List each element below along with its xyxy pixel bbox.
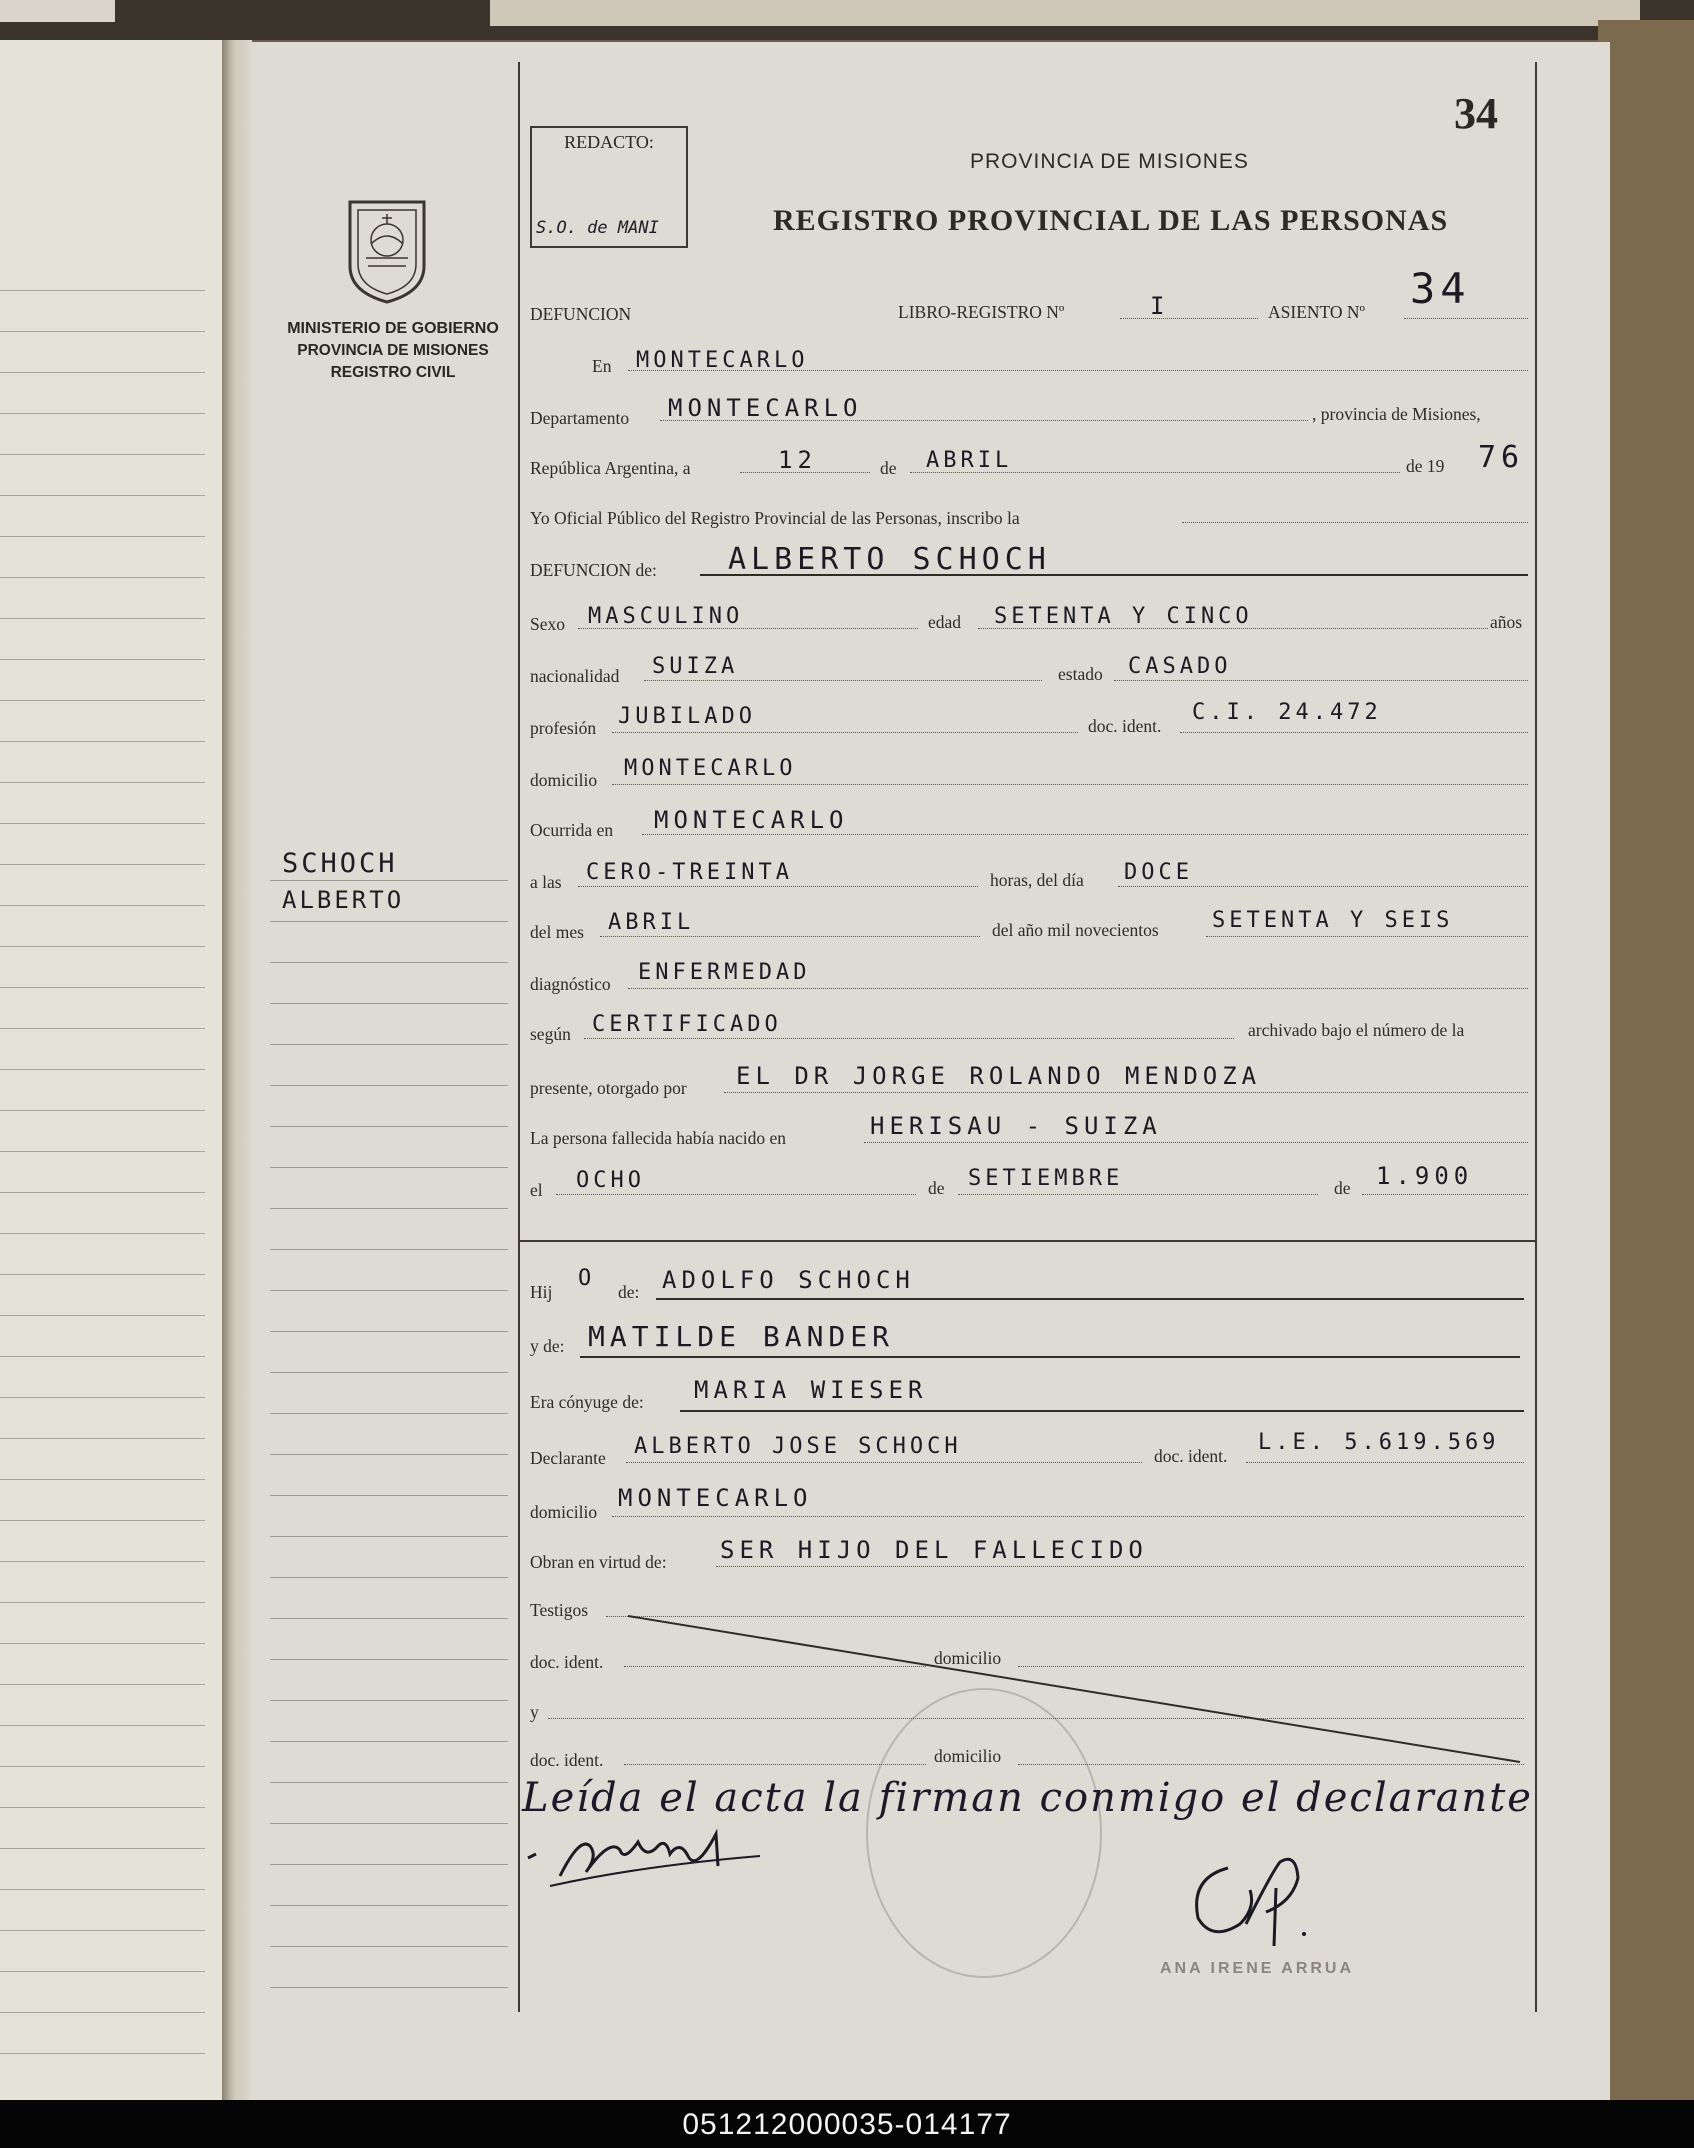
el-value: OCHO xyxy=(576,1168,645,1193)
hijo-de-label: de: xyxy=(618,1282,640,1302)
doc-ident-value: C.I. 24.472 xyxy=(1192,700,1382,725)
provincia-label: , provincia de Misiones, xyxy=(1312,404,1481,424)
oficial-line xyxy=(1182,522,1528,523)
margin-ruled-line xyxy=(270,1823,508,1824)
ocurrida-label: Ocurrida en xyxy=(530,820,614,840)
margin-ruled-line xyxy=(270,1331,508,1332)
ruled-line xyxy=(0,577,205,578)
official-stamp xyxy=(866,1688,1102,1978)
ruled-line xyxy=(0,1479,205,1480)
margin-ruled-line xyxy=(270,1618,508,1619)
archivado-label: archivado bajo el número de la xyxy=(1248,1020,1465,1040)
presente-label: presente, otorgado por xyxy=(530,1078,687,1098)
domicilio-line xyxy=(612,784,1528,785)
hijo-suffix: O xyxy=(578,1266,596,1291)
alas-label: a las xyxy=(530,872,562,892)
yde-label: y de: xyxy=(530,1336,565,1356)
previous-page-edge xyxy=(0,0,115,22)
nacionalidad-line xyxy=(644,680,1042,681)
ruled-line xyxy=(0,536,205,537)
en-label: En xyxy=(592,356,612,376)
presente-value: EL DR JORGE ROLANDO MENDOZA xyxy=(736,1062,1262,1090)
de2-label: de xyxy=(928,1178,945,1198)
domicilio2-label: domicilio xyxy=(530,1502,598,1522)
edad-label: edad xyxy=(928,612,962,632)
margin-ruled-line xyxy=(270,1454,508,1455)
ruled-line xyxy=(0,1643,205,1644)
book-spine xyxy=(222,40,252,2100)
segun-value: CERTIFICADO xyxy=(592,1012,782,1037)
sexo-value: MASCULINO xyxy=(588,604,744,629)
de-label: de xyxy=(880,458,897,478)
ruled-line xyxy=(0,659,205,660)
ministry-heading xyxy=(268,318,518,384)
ruled-line xyxy=(0,864,205,865)
margin-ruled-line xyxy=(270,1536,508,1537)
conyuge-line xyxy=(680,1410,1524,1412)
ruled-line xyxy=(0,1356,205,1357)
domicilio-label: domicilio xyxy=(530,770,598,790)
margin-ruled-line xyxy=(270,1126,508,1127)
ruled-line xyxy=(0,331,205,332)
profesion-line xyxy=(612,732,1078,733)
delano-line xyxy=(1206,936,1528,937)
domicilio3-label: domicilio xyxy=(934,1648,1002,1668)
alas-value: CERO-TREINTA xyxy=(586,860,793,885)
margin-ruled-line xyxy=(270,962,508,963)
en-value: MONTECARLO xyxy=(636,348,809,373)
margin-ruled-line xyxy=(270,880,508,881)
nacido-value: HERISAU - SUIZA xyxy=(870,1112,1162,1140)
margin-ruled-line xyxy=(270,1290,508,1291)
ruled-line xyxy=(0,372,205,373)
obran-value: SER HIJO DEL FALLECIDO xyxy=(720,1536,1148,1564)
ruled-line xyxy=(0,1274,205,1275)
ruled-line xyxy=(0,1315,205,1316)
ruled-line xyxy=(0,495,205,496)
ruled-line xyxy=(0,1110,205,1111)
doc-ident2-label: doc. ident. xyxy=(1154,1446,1228,1466)
closing-statement: Leída el acta la firman conmigo el declarante xyxy=(522,1775,1533,1821)
ocurrida-value: MONTECARLO xyxy=(654,806,849,834)
margin-ruled-line xyxy=(270,1249,508,1250)
ministry-line3: REGISTRO CIVIL xyxy=(330,364,456,381)
ruled-line xyxy=(0,987,205,988)
conyuge-label: Era cónyuge de: xyxy=(530,1392,644,1412)
margin-ruled-line xyxy=(270,1946,508,1947)
domicilio2-value: MONTECARLO xyxy=(618,1484,813,1512)
margin-ruled-line xyxy=(270,921,508,922)
diagnostico-value: ENFERMEDAD xyxy=(638,960,811,985)
ministry-line1: MINISTERIO DE GOBIERNO xyxy=(287,320,499,337)
ministry-line2: PROVINCIA DE MISIONES xyxy=(297,342,489,359)
ruled-line xyxy=(0,1725,205,1726)
alas-line xyxy=(578,886,978,887)
dia-texto-value: DOCE xyxy=(1124,860,1193,885)
ruled-line xyxy=(0,2053,205,2054)
margin-ruled-line xyxy=(270,1085,508,1086)
madre-value: MATILDE BANDER xyxy=(588,1320,895,1353)
ruled-line xyxy=(0,1397,205,1398)
ruled-line xyxy=(0,1971,205,1972)
delmes-line xyxy=(600,936,980,937)
nacionalidad-value: SUIZA xyxy=(652,654,739,679)
de3-label: de xyxy=(1334,1178,1351,1198)
margin-ruled-line xyxy=(270,1413,508,1414)
padre-value: ADOLFO SCHOCH xyxy=(662,1266,915,1294)
page-top-edge xyxy=(490,0,1640,26)
mes-value: ABRIL xyxy=(926,448,1013,473)
doc-ident-label: doc. ident. xyxy=(1088,716,1162,736)
horas-label: horas, del día xyxy=(990,870,1084,890)
margin-ruled-line xyxy=(270,1782,508,1783)
margin-surname: SCHOCH xyxy=(282,848,398,879)
ruled-line xyxy=(0,454,205,455)
ruled-line xyxy=(0,1766,205,1767)
defuncion-de-label: DEFUNCION de: xyxy=(530,560,657,580)
margin-ruled-line xyxy=(270,1003,508,1004)
ruled-line xyxy=(0,823,205,824)
doc-ident-line xyxy=(1180,732,1528,733)
anio-nac-line xyxy=(1362,1194,1528,1195)
nacido-label: La persona fallecida había nacido en xyxy=(530,1128,787,1148)
hijo-label: Hij xyxy=(530,1282,553,1302)
segun-line xyxy=(584,1038,1234,1039)
delano-label: del año mil novecientos xyxy=(992,920,1159,940)
margin-ruled-line xyxy=(270,1987,508,1988)
margin-ruled-line xyxy=(270,1044,508,1045)
domicilio-value: MONTECARLO xyxy=(624,756,797,781)
domicilio4-label: domicilio xyxy=(934,1746,1002,1766)
ruled-line xyxy=(0,700,205,701)
declarant-signature-icon xyxy=(520,1816,780,1896)
testigos-label: Testigos xyxy=(530,1600,589,1620)
sexo-label: Sexo xyxy=(530,614,565,634)
redacto-box xyxy=(530,126,688,248)
margin-ruled-line xyxy=(270,1208,508,1209)
ruled-line xyxy=(0,905,205,906)
ruled-line xyxy=(0,2012,205,2013)
domicilio2-line xyxy=(612,1516,1524,1517)
ruled-line xyxy=(0,1848,205,1849)
obran-line xyxy=(716,1566,1524,1567)
ruled-line xyxy=(0,1930,205,1931)
delmes-value: ABRIL xyxy=(608,910,695,935)
section-divider xyxy=(520,1240,1536,1242)
libro-line xyxy=(1120,318,1258,319)
background-top xyxy=(0,0,1694,40)
el-label: el xyxy=(530,1180,543,1200)
profesion-value: JUBILADO xyxy=(618,704,756,729)
el-line xyxy=(556,1194,916,1195)
margin-ruled-line xyxy=(270,1372,508,1373)
dia-texto-line xyxy=(1118,886,1528,887)
conyuge-value: MARIA WIESER xyxy=(694,1376,928,1404)
anio-nac-value: 1.900 xyxy=(1376,1162,1474,1190)
margin-ruled-line xyxy=(270,1495,508,1496)
nacionalidad-label: nacionalidad xyxy=(530,666,620,686)
margin-ruled-line xyxy=(270,1577,508,1578)
presente-line xyxy=(724,1092,1528,1093)
libro-label: LIBRO-REGISTRO Nº xyxy=(898,302,1065,322)
asiento-value: 34 xyxy=(1410,264,1471,313)
oficial-text: Yo Oficial Público del Registro Provincial de las Personas, inscribo la xyxy=(530,508,1020,528)
profesion-label: profesión xyxy=(530,718,597,738)
form-right-border xyxy=(1535,62,1537,2012)
nacido-line xyxy=(864,1142,1528,1143)
doc-ident3-label: doc. ident. xyxy=(530,1652,604,1672)
delmes-label: del mes xyxy=(530,922,584,942)
estado-label: estado xyxy=(1058,664,1103,684)
ruled-line xyxy=(0,1233,205,1234)
ruled-line xyxy=(0,946,205,947)
de19-label: de 19 xyxy=(1406,456,1445,476)
ruled-line xyxy=(0,1520,205,1521)
left-page xyxy=(0,40,224,2100)
doc-ident2-value: L.E. 5.619.569 xyxy=(1258,1430,1500,1455)
stamp-name: ANA IRENE ARRUA xyxy=(1160,1960,1355,1977)
mes-nac-line xyxy=(958,1194,1318,1195)
asiento-line xyxy=(1404,318,1528,319)
province-title: PROVINCIA DE MISIONES xyxy=(970,150,1249,173)
estado-line xyxy=(1114,680,1528,681)
republica-label: República Argentina, a xyxy=(530,458,691,478)
diagnostico-line xyxy=(628,988,1528,989)
ruled-line xyxy=(0,290,205,291)
segun-label: según xyxy=(530,1024,571,1044)
ruled-line xyxy=(0,1069,205,1070)
edad-value: SETENTA Y CINCO xyxy=(994,604,1253,629)
redacto-value: S.O. de MANI xyxy=(536,218,659,238)
page-number: 34 xyxy=(1454,89,1498,138)
margin-ruled-line xyxy=(270,1700,508,1701)
departamento-label: Departamento xyxy=(530,408,630,428)
ruled-line xyxy=(0,413,205,414)
mes-nac-value: SETIEMBRE xyxy=(968,1166,1124,1191)
ruled-line xyxy=(0,1889,205,1890)
margin-ruled-line xyxy=(270,1864,508,1865)
defuncion-heading: DEFUNCION xyxy=(530,304,632,324)
anio-value: 76 xyxy=(1478,440,1525,475)
margin-divider xyxy=(518,62,520,2012)
margin-ruled-line xyxy=(270,1905,508,1906)
scan-footer xyxy=(0,2100,1694,2148)
ruled-line xyxy=(0,1602,205,1603)
dia-value: 12 xyxy=(778,446,817,474)
ruled-line xyxy=(0,741,205,742)
book-cover xyxy=(1598,20,1694,2100)
ruled-line xyxy=(0,782,205,783)
estado-value: CASADO xyxy=(1128,654,1232,679)
declarante-line xyxy=(626,1462,1142,1463)
doc-ident4-label: doc. ident. xyxy=(530,1750,604,1770)
ruled-line xyxy=(0,1807,205,1808)
ruled-line xyxy=(0,1028,205,1029)
madre-line xyxy=(580,1356,1520,1358)
official-signature-icon xyxy=(1176,1838,1356,1958)
delano-value: SETENTA Y SEIS xyxy=(1212,908,1454,933)
defuncion-de-value: ALBERTO SCHOCH xyxy=(728,542,1051,577)
scan-code: 051212000035-014177 xyxy=(682,2108,1012,2141)
ruled-line xyxy=(0,1438,205,1439)
departamento-value: MONTECARLO xyxy=(668,394,863,422)
declarante-value: ALBERTO JOSE SCHOCH xyxy=(634,1434,962,1459)
diagnostico-label: diagnóstico xyxy=(530,974,611,994)
obran-label: Obran en virtud de: xyxy=(530,1552,667,1572)
ruled-line xyxy=(0,618,205,619)
margin-ruled-line xyxy=(270,1167,508,1168)
padre-line xyxy=(656,1298,1524,1300)
ruled-line xyxy=(0,1684,205,1685)
margin-given-name: ALBERTO xyxy=(282,886,405,914)
margin-ruled-line xyxy=(270,1741,508,1742)
y-label: y xyxy=(530,1702,539,1722)
libro-value: I xyxy=(1150,292,1170,320)
ruled-line xyxy=(0,1151,205,1152)
margin-ruled-line xyxy=(270,1659,508,1660)
asiento-label: ASIENTO Nº xyxy=(1268,302,1365,322)
ruled-line xyxy=(0,1192,205,1193)
doc-ident2-line xyxy=(1246,1462,1524,1463)
anos-label: años xyxy=(1490,612,1523,632)
ruled-line xyxy=(0,1561,205,1562)
ocurrida-line xyxy=(642,834,1528,835)
redacto-label: REDACTO: xyxy=(564,132,654,152)
registry-title: REGISTRO PROVINCIAL DE LAS PERSONAS xyxy=(773,204,1449,237)
misiones-seal-icon xyxy=(338,188,436,306)
declarante-label: Declarante xyxy=(530,1448,606,1468)
